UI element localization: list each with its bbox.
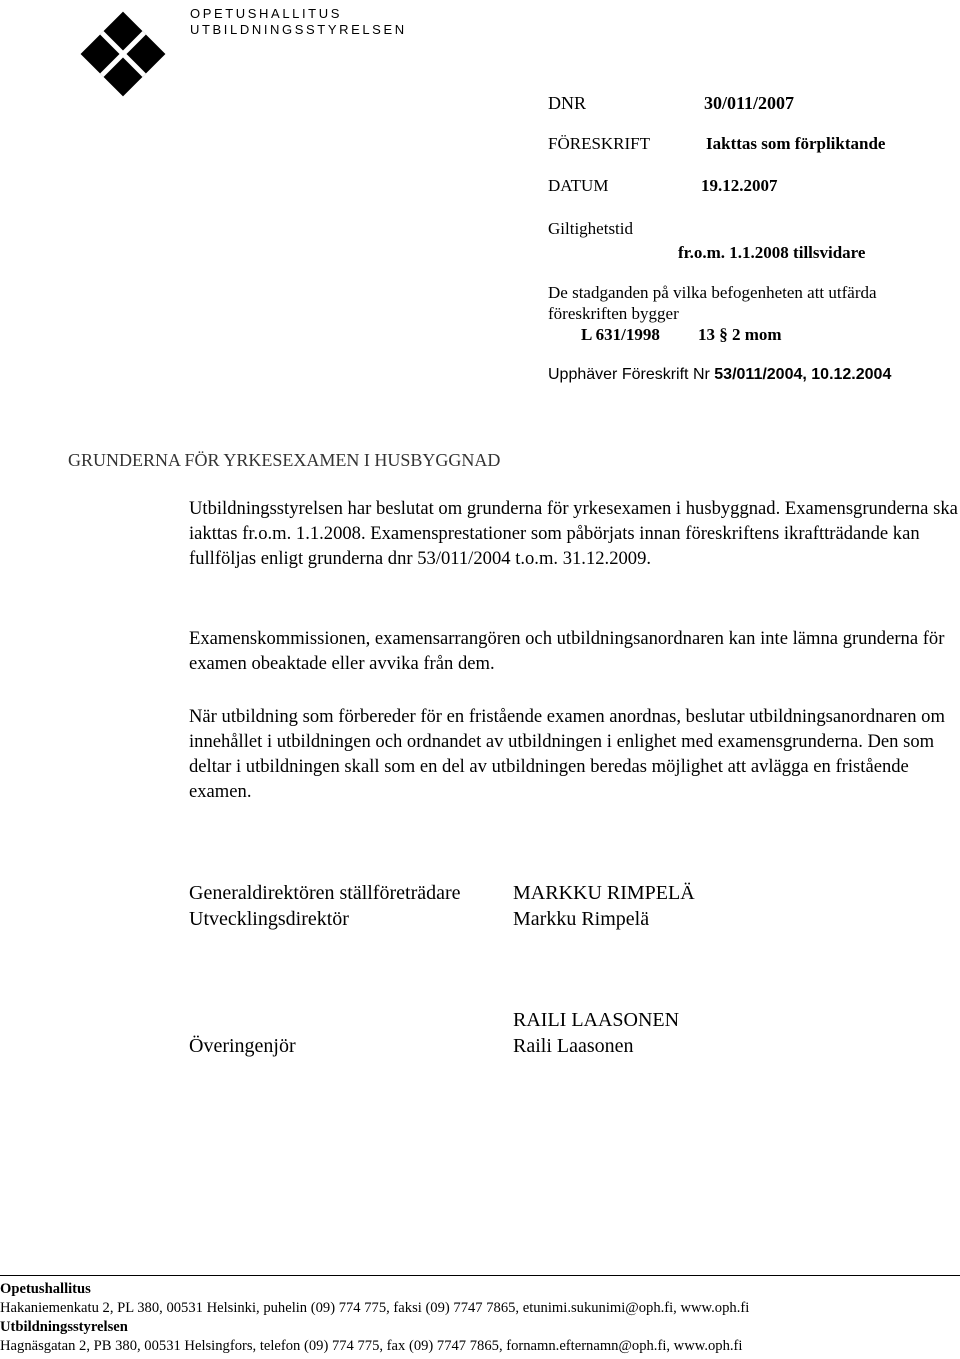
repeal-line: [548, 366, 891, 384]
organisation-name-sv: UTBILDNINGSSTYRELSEN: [190, 22, 407, 37]
basis-line-2: föreskriften bygger: [548, 304, 679, 323]
repeal-label: Upphäver Föreskrift Nr: [548, 366, 710, 383]
document-type-label: FÖRESKRIFT: [548, 134, 651, 153]
body-text-3: När utbildning som förbereder för en fristående examen anordnas, beslutar utbildningsanordnaren om innehållet i utbildningen och ordnandet av utbildningen i enlighet med examensgrunderna. Den som deltar i utbildningen skall som en del av utbildningen beredas möjlighet att avlägga en fristående examen.: [189, 706, 945, 802]
signatory-1-name: Markku Rimpelä: [513, 908, 650, 930]
basis-law: L 631/1998: [581, 325, 660, 344]
dnr-value: 30/011/2007: [704, 93, 795, 113]
footer-divider: [0, 1275, 960, 1276]
document-type-value: Iakttas som förpliktande: [706, 134, 886, 153]
dnr-label: DNR: [548, 93, 587, 113]
validity-label: Giltighetstid: [548, 219, 633, 238]
signatory-2-name: Raili Laasonen: [513, 1035, 634, 1057]
body-paragraph-3: [189, 704, 959, 804]
signatory-2-title: Överingenjör: [189, 1035, 296, 1057]
signatory-2-name-caps: RAILI LAASONEN: [513, 1009, 680, 1031]
footer-address-sv: Hagnäsgatan 2, PB 380, 00531 Helsingfors, telefon (09) 774 775, fax (09) 7747 7865, fornamn.efternamn@oph.fi, www.oph.fi: [0, 1338, 743, 1354]
body-text-2: Examenskommissionen, examensarrangören och utbildningsanordnaren kan inte lämna grunderna för examen obeaktade eller avvika från dem.: [189, 628, 945, 674]
repeal-value: 53/011/2004, 10.12.2004: [714, 366, 892, 383]
body-paragraph-2: [189, 626, 959, 676]
footer-address-fi: Hakaniemenkatu 2, PL 380, 00531 Helsinki, puhelin (09) 774 775, faksi (09) 7747 7865, etunimi.sukunimi@oph.fi, www.oph.fi: [0, 1300, 750, 1316]
organisation-logo: [68, 4, 178, 104]
validity-value: fr.o.m. 1.1.2008 tillsvidare: [678, 243, 866, 262]
date-value: 19.12.2007: [701, 176, 778, 195]
organisation-name-fi: OPETUSHALLITUS: [190, 6, 342, 21]
document-title: GRUNDERNA FÖR YRKESEXAMEN I HUSBYGGNAD: [68, 450, 501, 470]
body-text-1: Utbildningsstyrelsen har beslutat om grunderna för yrkesexamen i husbyggnad. Examensgrunderna ska iakttas fr.o.m. 1.1.2008. Examensprestationer som påbörjats innan föreskriftens ikraftträdande kan fullföljas enligt grunderna dnr 53/011/2004 t.o.m. 31.12.2009.: [189, 498, 958, 569]
basis-line-1: De stadganden på vilka befogenheten att utfärda: [548, 283, 877, 302]
footer-org-sv: Utbildningsstyrelsen: [0, 1319, 128, 1335]
basis-section: 13 § 2 mom: [698, 325, 782, 344]
signatory-1-name-caps: MARKKU RIMPELÄ: [513, 882, 695, 904]
body-paragraph-1: [189, 496, 959, 571]
footer-org-fi: Opetushallitus: [0, 1281, 91, 1297]
signatory-1-title-2: Utvecklingsdirektör: [189, 908, 349, 930]
date-label: DATUM: [548, 176, 609, 195]
signatory-1-title-1: Generaldirektören ställföreträdare: [189, 882, 461, 904]
